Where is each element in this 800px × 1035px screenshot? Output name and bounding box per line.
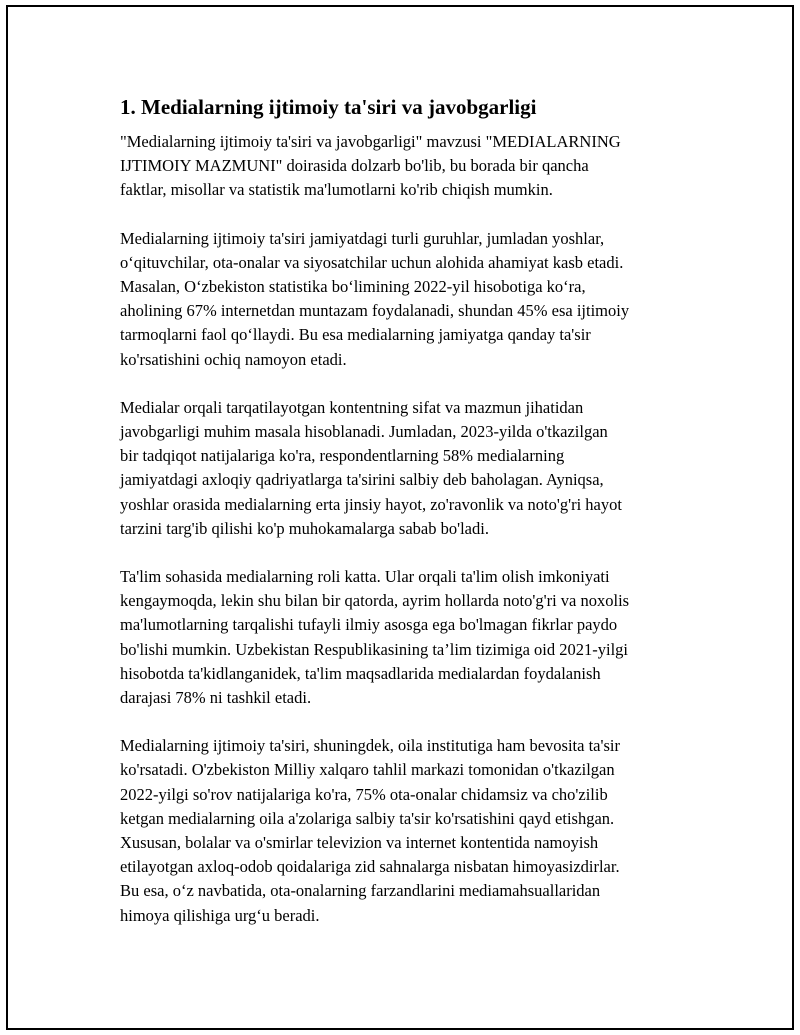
text-line: IJTIMOIY MAZMUNI" doirasida dolzarb bo'lib, bu borada bir qancha xyxy=(120,156,589,176)
paragraph-family xyxy=(120,734,700,928)
text-line: Masalan, O‘zbekiston statistika bo‘limining 2022-yil hisobotiga ko‘ra, xyxy=(120,277,586,297)
paragraph-social-influence xyxy=(120,227,700,372)
section-heading: 1. Medialarning ijtimoiy ta'siri va javobgarligi xyxy=(120,95,537,119)
text-line: bo'lishi mumkin. Uzbekistan Respublikasining ta’lim tizimiga oid 2021-yilgi xyxy=(120,639,629,659)
paragraph-content-responsibility xyxy=(120,396,700,541)
text-line: tarmoqlarni faol qo‘llaydi. Bu esa medialarning jamiyatga qanday ta'sir xyxy=(120,325,591,345)
text-line: Medialarning ijtimoiy ta'siri, shuningdek, oila institutiga ham bevosita ta'sir xyxy=(120,736,620,756)
text-line: Xususan, bolalar va o'smirlar televizion va internet kontentida namoyish xyxy=(120,833,599,853)
text-line: tarzini targ'ib qilishi ko'p muhokamalarga sabab bo'ladi. xyxy=(120,518,489,538)
text-line: hisobotda ta'kidlanganidek, ta'lim maqsadlarida medialardan foydalanish xyxy=(120,663,601,683)
text-line: Medialarning ijtimoiy ta'siri jamiyatdagi turli guruhlar, jumladan yoshlar, xyxy=(120,228,605,248)
text-line: Ta'lim sohasida medialarning roli katta. Ular orqali ta'lim olish imkoniyati xyxy=(120,567,610,587)
text-line: "Medialarning ijtimoiy ta'siri va javobgarligi" mavzusi "MEDIALARNING xyxy=(120,132,621,151)
text-line: ko'rsatadi. O'zbekiston Milliy xalqaro tahlil markazi tomonidan o'tkazilgan xyxy=(120,760,615,780)
text-line: kengaymoqda, lekin shu bilan bir qatorda, ayrim hollarda noto'g'ri va noxolis xyxy=(120,591,630,611)
paragraph-education xyxy=(120,565,700,710)
text-line: aholining 67% internetdan muntazam foydalanadi, shundan 45% esa ijtimoiy xyxy=(120,301,630,321)
text-line: javobgarligi muhim masala hisoblanadi. Jumladan, 2023-yilda o'tkazilgan xyxy=(120,422,608,442)
paragraph-intro xyxy=(120,130,700,203)
text-line: Bu esa, o‘z navbatida, ota-onalarning farzandlarini mediamahsuallaridan xyxy=(120,881,601,901)
text-line: darajasi 78% ni tashkil etadi. xyxy=(120,688,312,708)
text-line: yoshlar orasida medialarning erta jinsiy hayot, zo'ravonlik va noto'g'ri hayot xyxy=(120,494,622,514)
text-line: bir tadqiqot natijalariga ko'ra, respondentlarning 58% medialarning xyxy=(120,446,565,466)
text-line: ko'rsatishini ochiq namoyon etadi. xyxy=(120,349,347,369)
text-line: faktlar, misollar va statistik ma'lumotlarni ko'rib chiqish mumkin. xyxy=(120,180,553,200)
text-line: etilayotgan axloq-odob qoidalariga zid sahnalarga nisbatan himoyasizdirlar. xyxy=(120,857,620,877)
text-line: ketgan medialarning oila a'zolariga salbiy ta'sir ko'rsatishini qayd etishgan. xyxy=(120,808,615,828)
text-line: ma'lumotlarning tarqalishi tufayli ilmiy asosga ega bo'lmagan fikrlar paydo xyxy=(120,615,618,635)
document-body xyxy=(120,94,700,952)
text-line: jamiyatdagi axloqiy qadriyatlarga ta'sirini salbiy deb baholagan. Ayniqsa, xyxy=(120,470,604,490)
text-line: Medialar orqali tarqatilayotgan kontentning sifat va mazmun jihatidan xyxy=(120,397,584,417)
text-line: 2022-yilgi so'rov natijalariga ko'ra, 75% ota-onalar chidamsiz va cho'zilib xyxy=(120,784,608,804)
text-line: himoya qilishiga urg‘u beradi. xyxy=(120,905,320,925)
page-frame xyxy=(6,5,794,1030)
text-line: o‘qituvchilar, ota-onalar va siyosatchilar uchun alohida ahamiyat kasb etadi. xyxy=(120,252,624,272)
